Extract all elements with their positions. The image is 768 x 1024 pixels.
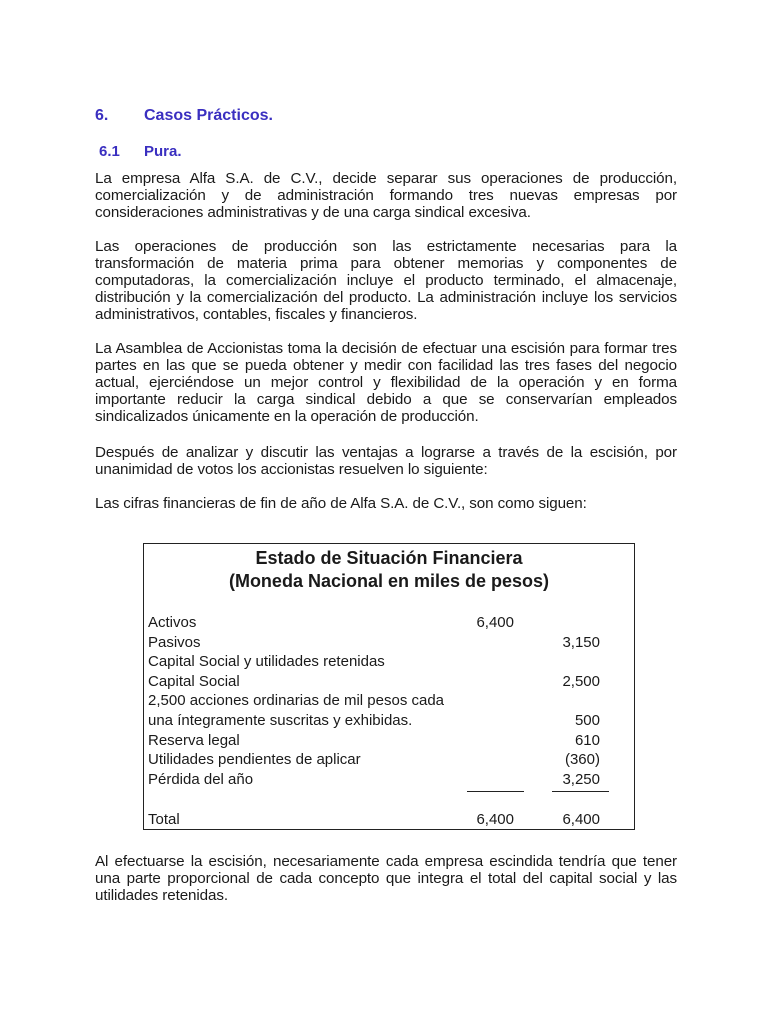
- row-label: Reserva legal: [148, 732, 240, 749]
- row-label: 2,500 acciones ordinarias de mil pesos cada: [148, 692, 445, 709]
- paragraph-4: Después de analizar y discutir las ventajas a lograrse a través de la escisión, por unanimidad de votos los accionistas resuelven lo siguiente:: [95, 444, 677, 478]
- section-heading: [95, 107, 273, 125]
- row-label: Activos: [148, 614, 197, 631]
- subsection-heading: [99, 143, 182, 160]
- total-col2: 6,400: [562, 811, 600, 828]
- row-label: Pasivos: [148, 634, 201, 651]
- row-col2: 2,500: [562, 673, 600, 690]
- financial-statement-table: [143, 543, 635, 830]
- statement-title: Estado de Situación Financiera: [255, 548, 523, 568]
- paragraph-5: Las cifras financieras de fin de año de Alfa S.A. de C.V., son como siguen:: [95, 495, 587, 512]
- section-number: 6.: [95, 107, 109, 124]
- subtotal-rule-col2: [552, 791, 609, 792]
- row-col2: 3,250: [562, 771, 600, 788]
- total-row: [148, 810, 634, 830]
- row-col1: 6,400: [476, 614, 514, 631]
- row-label: una íntegramente suscritas y exhibidas.: [148, 712, 413, 729]
- paragraph-2: Las operaciones de producción son las estrictamente necesarias para la transformación de materia prima para obtener memorias y componentes de computadoras, la comercialización incluye el producto terminado, el almacenaje, distribución y la comercialización del producto. La administración incluye los servicios administrativos, contables, fiscales y financieros.: [95, 238, 677, 323]
- subsection-title: Pura.: [144, 143, 182, 160]
- table-row: [148, 770, 634, 790]
- table-row: [148, 652, 634, 672]
- paragraph-1: La empresa Alfa S.A. de C.V., decide separar sus operaciones de producción, comercialización y de administración formando tres nuevas empresas por consideraciones administrativas y de una carga sindical excesiva.: [95, 170, 677, 221]
- table-row: [148, 672, 634, 692]
- table-row: [148, 613, 634, 633]
- row-col2: 500: [574, 712, 600, 729]
- total-col1: 6,400: [476, 811, 514, 828]
- subtotal-rule-col1: [467, 791, 524, 792]
- paragraph-6: Al efectuarse la escisión, necesariamente cada empresa escindida tendría que tener una parte proporcional de cada concepto que integra el total del capital social y las utilidades retenidas.: [95, 853, 677, 904]
- row-label: Capital Social: [148, 673, 240, 690]
- table-row: [148, 691, 634, 711]
- subsection-number: 6.1: [99, 143, 120, 160]
- table-row: [148, 633, 634, 653]
- row-label: Utilidades pendientes de aplicar: [148, 751, 361, 768]
- section-title: Casos Prácticos.: [144, 107, 273, 124]
- statement-subtitle: (Moneda Nacional en miles de pesos): [228, 571, 550, 591]
- row-label: Pérdida del año: [148, 771, 254, 788]
- row-col2: 3,150: [562, 634, 600, 651]
- paragraph-3: La Asamblea de Accionistas toma la decisión de efectuar una escisión para formar tres partes en las que se pueda obtener y medir con facilidad las tres fases del negocio actual, ejerciéndose un mejor control y flexibilidad de la operación y en forma importante reducir la carga sindical debido a que se conservarían empleados sindicalizados únicamente en la operación de producción.: [95, 340, 677, 425]
- table-row: [148, 750, 634, 770]
- table-row: [148, 711, 634, 731]
- row-label: Capital Social y utilidades retenidas: [148, 653, 385, 670]
- row-col2: (360): [564, 751, 600, 768]
- total-label: Total: [148, 811, 180, 828]
- table-row: [148, 731, 634, 751]
- row-col2: 610: [574, 732, 600, 749]
